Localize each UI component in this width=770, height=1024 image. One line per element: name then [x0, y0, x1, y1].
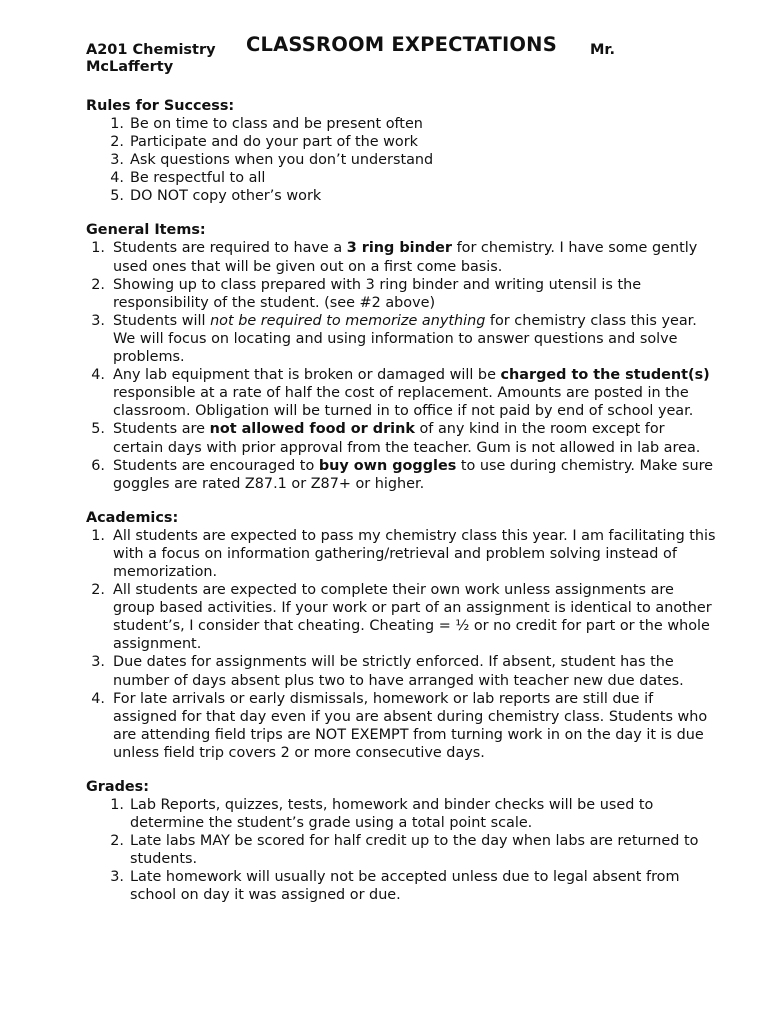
section-heading: Grades: [86, 779, 150, 795]
item-text: Due dates for assignments will be strictly enforced. If absent, student has the number of days absent plus two to have arranged with teacher new due dates. [113, 654, 684, 689]
list-item [86, 527, 716, 581]
item-number: 1. [110, 116, 124, 132]
item-text: Any lab equipment that is broken or damaged will be [113, 367, 501, 384]
item-number: 5. [91, 421, 105, 438]
header-line [86, 33, 770, 58]
course-name: A201 Chemistry [86, 42, 216, 58]
item-text: DO NOT copy other’s work [130, 188, 322, 205]
list-item [86, 115, 526, 133]
item-number: 2. [91, 582, 105, 599]
section-grades [86, 778, 770, 905]
list-item [86, 133, 526, 151]
item-text-bold: charged to the student(s) [500, 367, 710, 384]
item-text: All students are expected to complete their own work unless assignments are group based activities. If your work or part of an assignment is identical to another student’s, I consider that cheating. Cheating = ½ or no credit for part or the whole assignment. [113, 582, 712, 653]
document-title: CLASSROOM EXPECTATIONS [246, 33, 557, 56]
item-text: responsible at a rate of half the cost of replacement. Amounts are posted in the classroom. Obligation will be turned in to office if not paid by end of school year. [113, 385, 694, 420]
item-number: 1. [91, 527, 105, 544]
item-text-bold: not allowed food or drink [209, 421, 415, 438]
list-item [86, 581, 716, 653]
teacher-name: McLafferty [86, 59, 174, 75]
item-number: 6. [91, 457, 105, 474]
list-item [86, 151, 526, 169]
item-text: of any kind in the room except for certain days with prior approval from the teacher. Gum is not allowed in lab area. [113, 421, 701, 456]
rules-list [86, 115, 526, 205]
item-text: Students will [113, 312, 211, 329]
section-heading: General Items: [86, 222, 206, 239]
item-number: 1. [110, 797, 124, 813]
teacher-title: Mr. [590, 42, 616, 58]
item-number: 4. [91, 367, 105, 384]
list-item [86, 796, 716, 832]
item-text-bold: 3 ring binder [346, 240, 452, 257]
item-text: for chemistry. I have some gently used ones that will be given out on a first come basis. [113, 240, 698, 275]
list-item [86, 832, 716, 868]
section-academics [86, 509, 770, 762]
item-text: Late labs MAY be scored for half credit up to the day when labs are returned to students. [130, 833, 699, 868]
item-number: 3. [110, 152, 124, 169]
list-item [86, 420, 716, 456]
section-rules-for-success [86, 97, 770, 205]
item-text: for chemistry class this year. We will focus on locating and using information to answer questions and solve problems. [113, 312, 697, 366]
list-item [86, 187, 526, 205]
item-number: 4. [91, 690, 105, 707]
item-number: 5. [110, 188, 124, 205]
item-text-bold: buy own goggles [318, 457, 457, 474]
item-number: 1. [91, 240, 105, 257]
list-item [86, 457, 716, 493]
item-number: 3. [91, 654, 105, 671]
item-text: to use during chemistry. Make sure goggles are rated Z87.1 or Z87+ or higher. [113, 457, 714, 492]
item-text: All students are expected to pass my chemistry class this year. I am facilitating this with a focus on information gathering/retrieval and problem solving instead of memorization. [113, 527, 716, 580]
section-general-items [86, 221, 770, 492]
grades-list [86, 796, 716, 905]
item-text: Lab Reports, quizzes, tests, homework and binder checks will be used to determine the student’s grade using a total point scale. [130, 797, 654, 832]
item-text: Ask questions when you don’t understand [130, 152, 434, 169]
item-text-italic: not be required to memorize anything [210, 312, 486, 329]
section-heading: Academics: [86, 509, 179, 526]
item-number: 4. [110, 170, 124, 187]
list-item [86, 312, 716, 366]
list-item [86, 868, 716, 904]
item-text: Students are encouraged to [113, 457, 319, 474]
list-item [86, 169, 526, 187]
list-item [86, 653, 716, 689]
item-text: For late arrivals or early dismissals, homework or lab reports are still due if assigned for that day even if you are absent during chemistry class. Students who are attending field trips are NOT EXEMPT from turning work in on the day it is due unless field trip covers 2 or more consecutive days. [113, 690, 708, 761]
list-item [86, 690, 716, 762]
item-number: 2. [91, 276, 105, 293]
list-item [86, 366, 716, 420]
general-items-list [86, 239, 716, 492]
item-number: 3. [91, 312, 105, 329]
list-item [86, 276, 716, 312]
item-text: Students are required to have a [113, 240, 347, 257]
item-text: Late homework will usually not be accepted unless due to legal absent from school on day it was assigned or due. [130, 869, 680, 904]
item-text: Showing up to class prepared with 3 ring binder and writing utensil is the responsibility of the student. (see #2 above) [113, 276, 642, 311]
item-text: Be on time to class and be present often [130, 116, 423, 132]
item-text: Be respectful to all [130, 170, 266, 187]
item-number: 2. [110, 833, 124, 850]
item-text: Students are [113, 421, 210, 438]
item-number: 2. [110, 134, 124, 151]
item-number: 3. [110, 869, 124, 886]
item-text: Participate and do your part of the work [130, 134, 418, 151]
section-heading: Rules for Success: [86, 98, 235, 114]
list-item [86, 239, 716, 275]
academics-list [86, 527, 716, 762]
